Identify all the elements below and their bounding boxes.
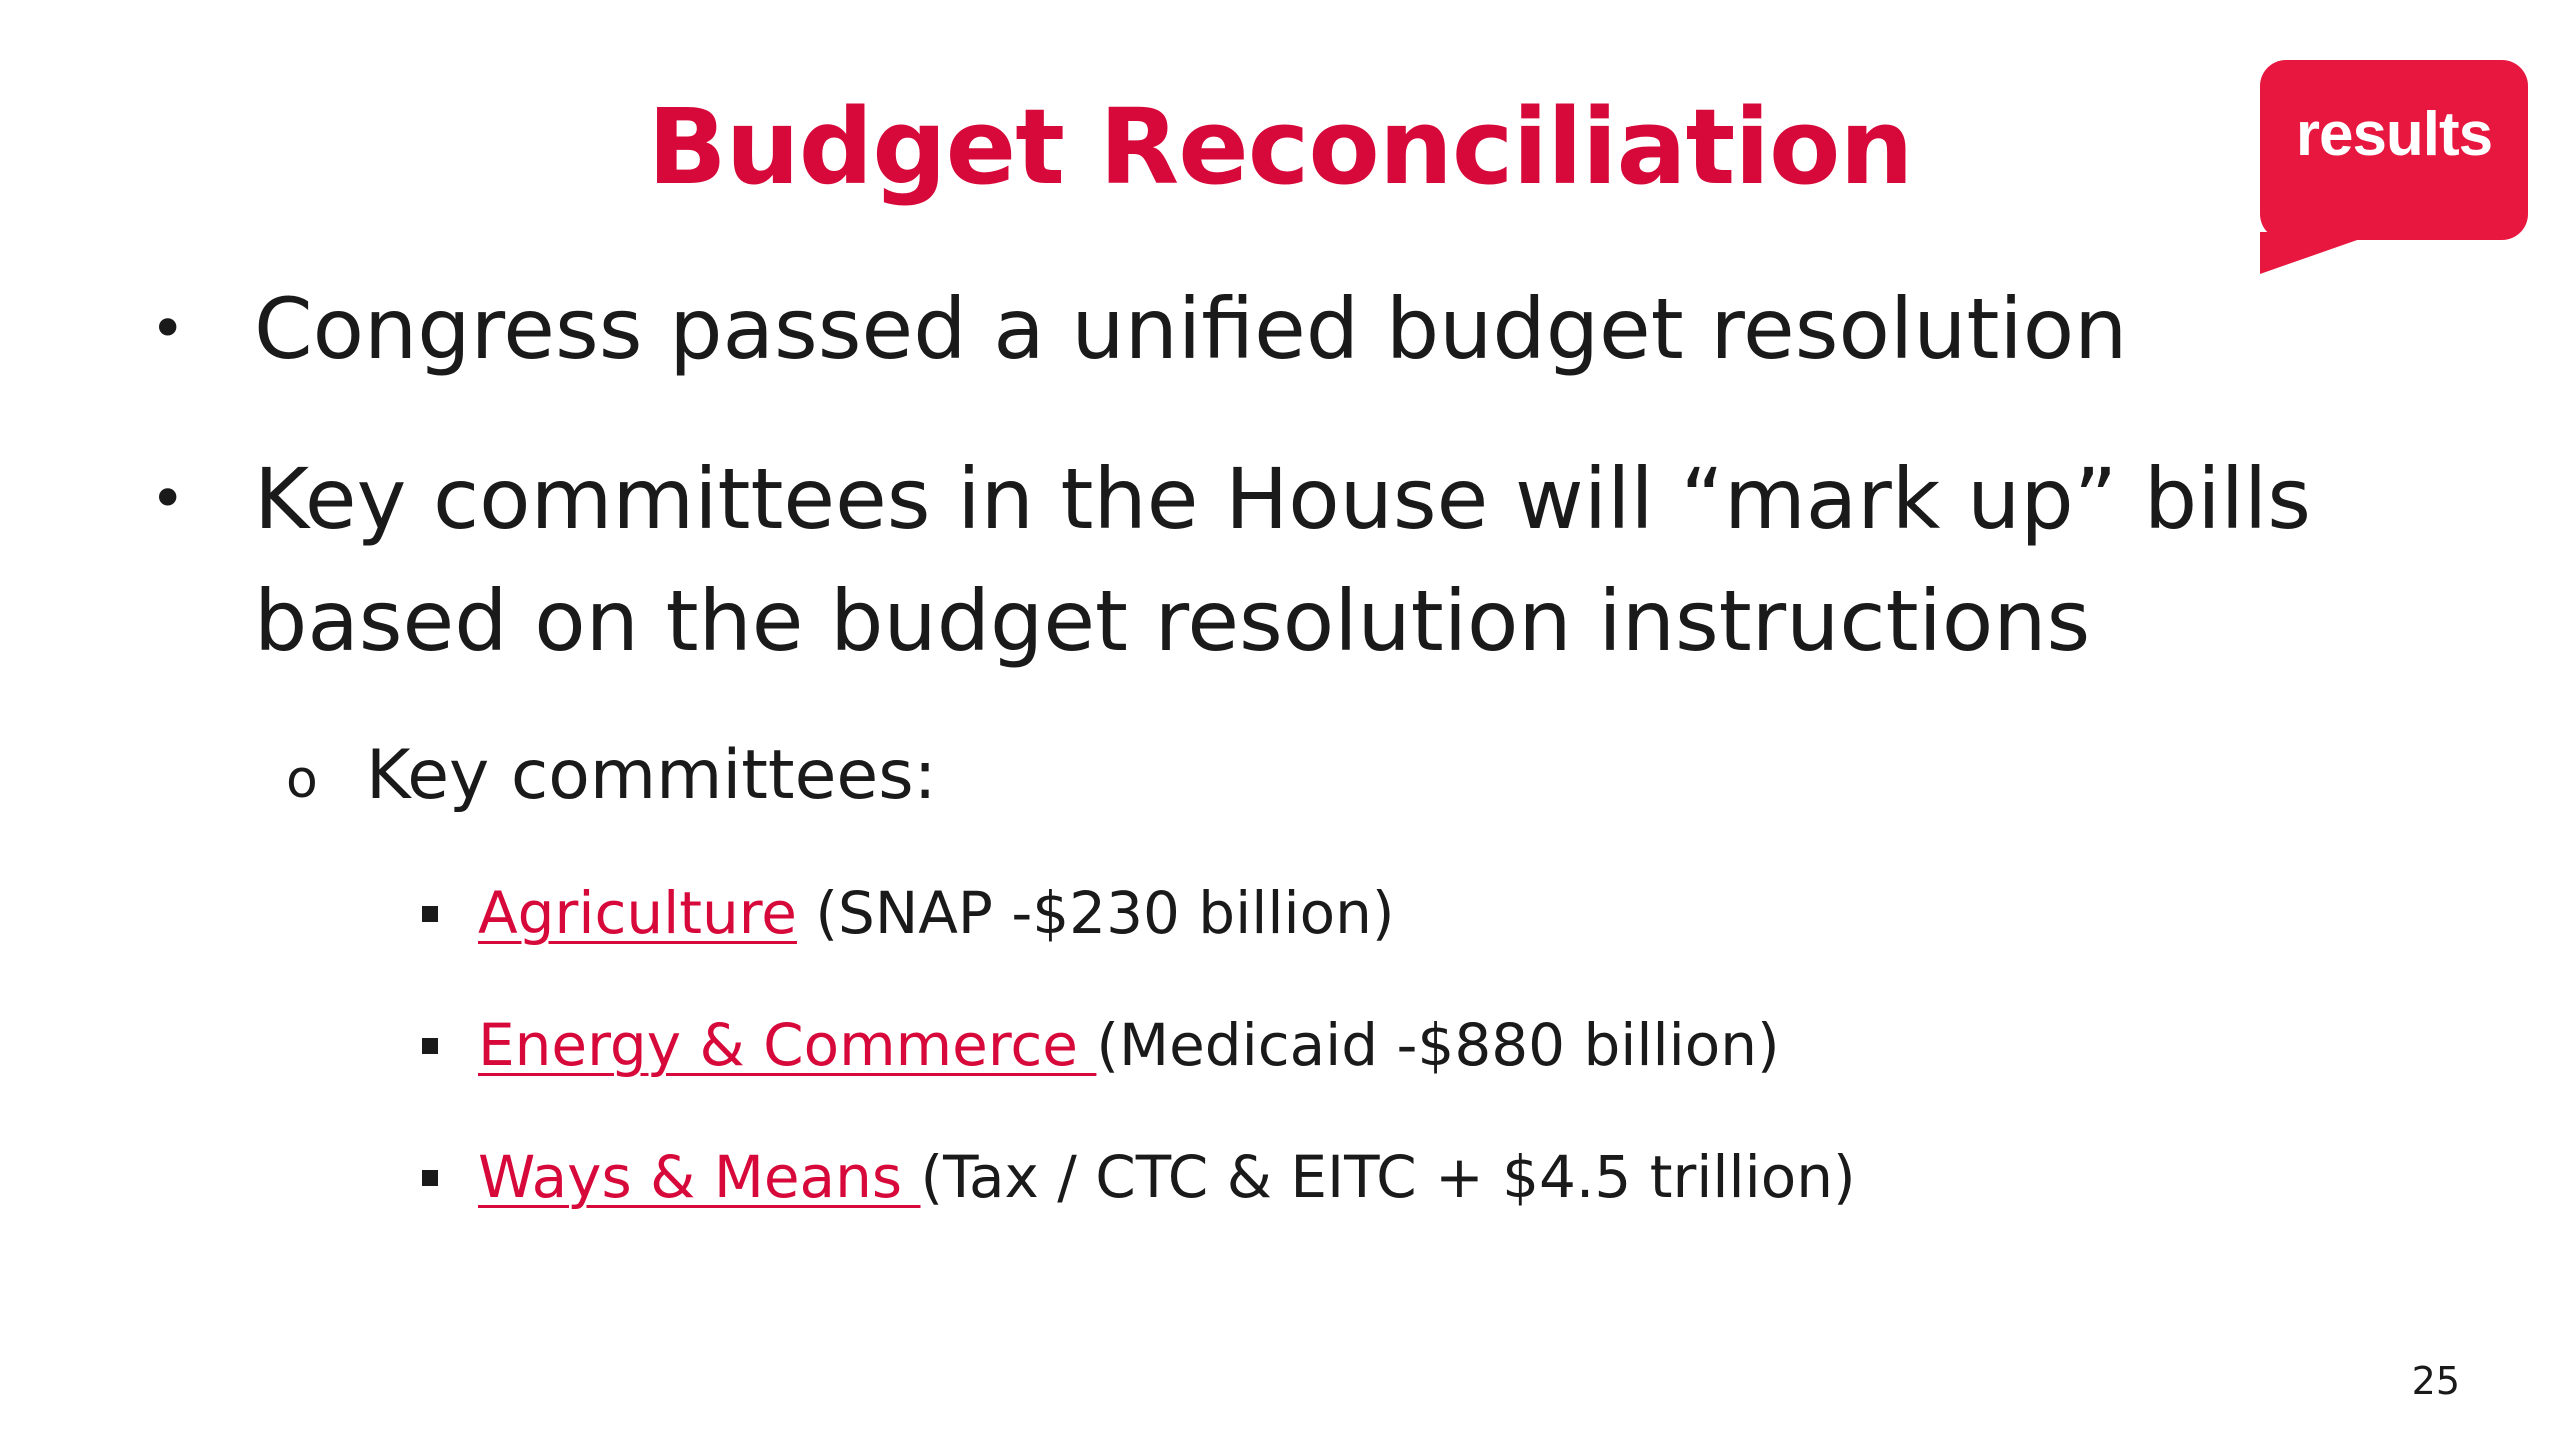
logo-text: results <box>2295 100 2493 169</box>
committee-detail: (Medicaid -$880 billion) <box>1096 1011 1780 1079</box>
bullet-text: Congress passed a unified budget resolution <box>254 280 2128 378</box>
logo-speech-tail <box>2260 232 2380 274</box>
bullet-text-line1: Key committees in the House will “mark up” bills <box>254 450 2312 548</box>
page-number: 25 <box>2411 1359 2460 1403</box>
link-energy-commerce[interactable]: Energy & Commerce <box>478 1011 1097 1079</box>
committee-text <box>478 1002 1780 1088</box>
committee-text <box>478 1134 1856 1220</box>
bullet-text-line2: based on the budget resolution instructions <box>254 572 2091 670</box>
committee-detail: (SNAP -$230 billion) <box>796 879 1395 947</box>
slide-title: Budget Reconciliation <box>647 86 1913 208</box>
link-agriculture[interactable]: Agriculture <box>478 879 797 947</box>
committee-detail: (Tax / CTC & EITC + $4.5 trillion) <box>920 1143 1856 1211</box>
square-bullet-icon <box>422 1038 438 1054</box>
bullet-dot-icon: • <box>150 294 186 364</box>
square-bullet-icon <box>422 1170 438 1186</box>
link-ways-means[interactable]: Ways & Means <box>478 1143 921 1211</box>
committee-text <box>478 870 1394 956</box>
bullet-dot-icon: • <box>150 464 186 534</box>
results-logo <box>2260 60 2528 240</box>
sub-bullet-text: Key committees: <box>366 736 937 815</box>
square-bullet-icon <box>422 906 438 922</box>
hollow-circle-bullet-icon: o <box>286 750 318 810</box>
